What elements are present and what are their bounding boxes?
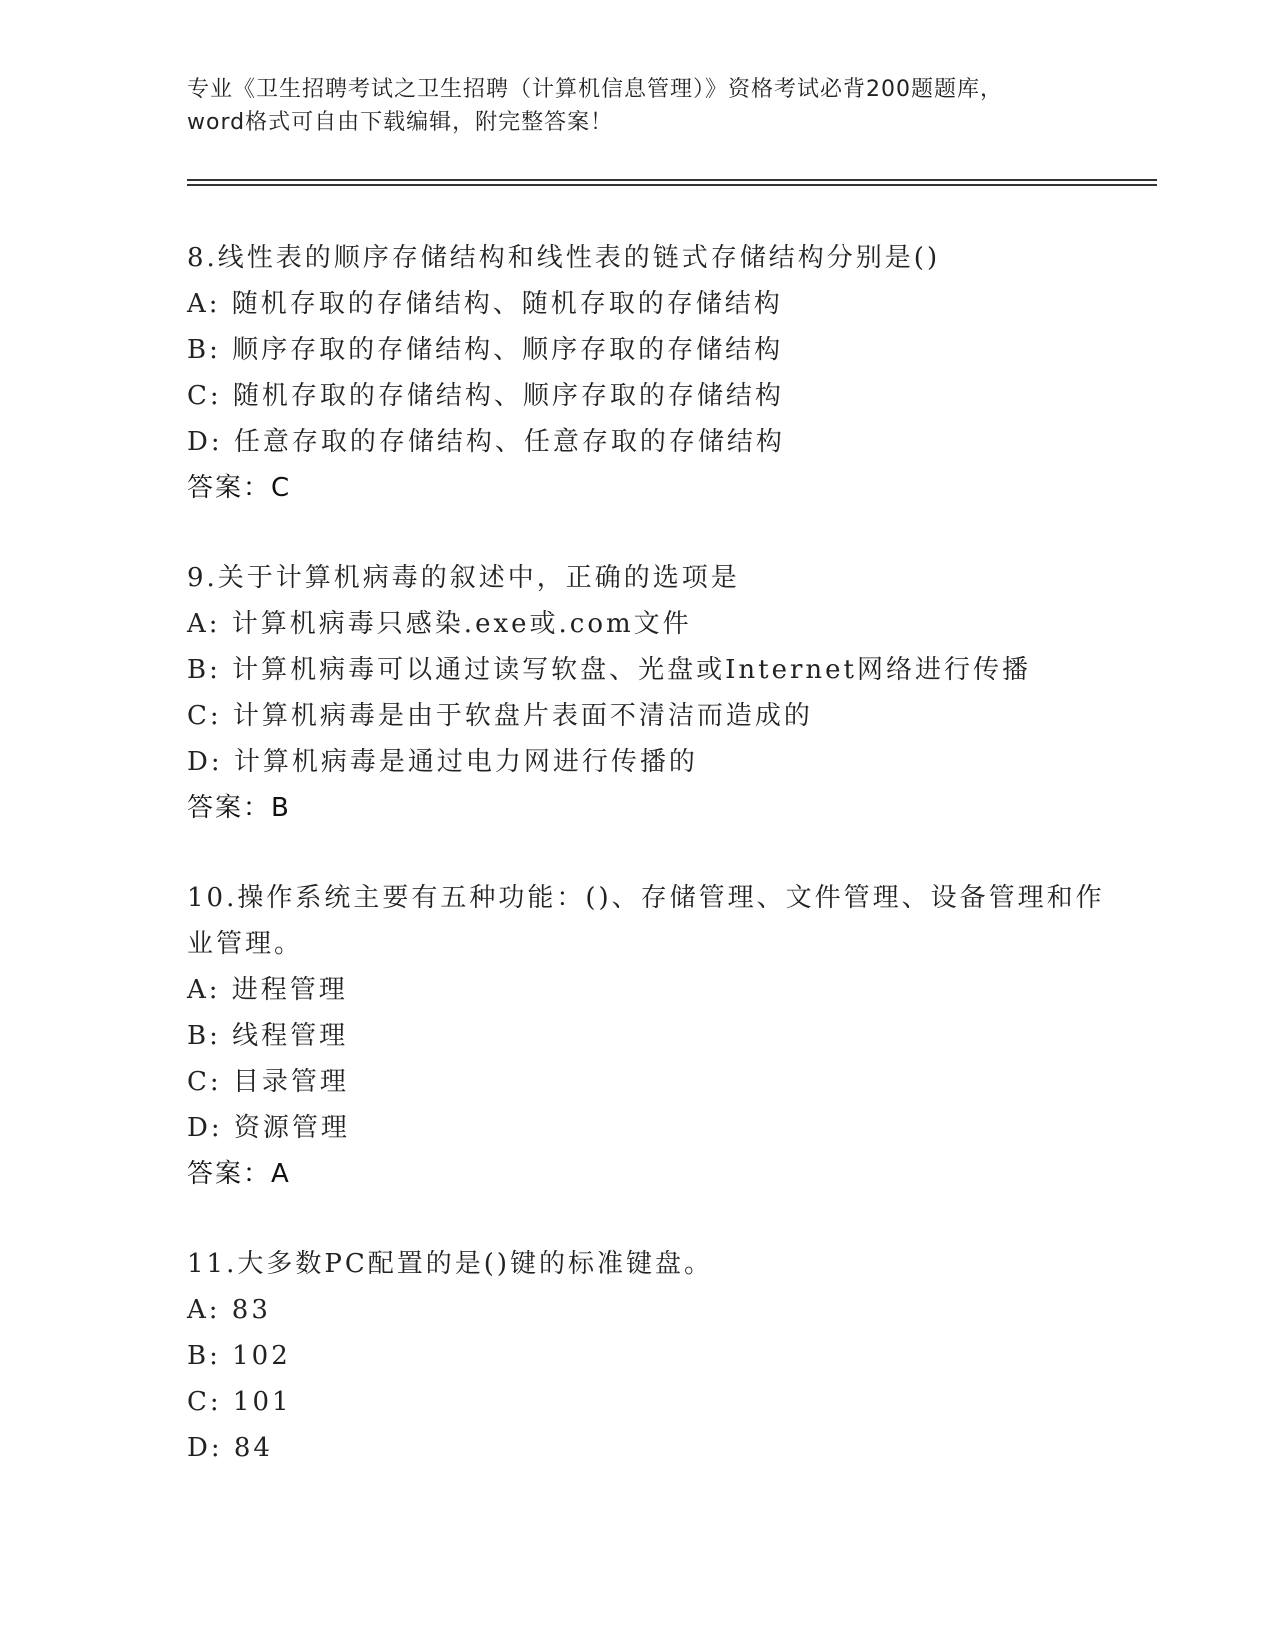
option-b: B: 线程管理 [187, 1021, 349, 1051]
answer-text: 答案：B [187, 793, 291, 823]
option-c: C: 随机存取的存储结构、顺序存取的存储结构 [187, 381, 784, 411]
question-stem: 10.操作系统主要有五种功能：()、存储管理、文件管理、设备管理和作业管理。 [187, 883, 1105, 959]
header-line-2: word格式可自由下载编辑，附完整答案！ [187, 110, 614, 135]
question-10 [187, 875, 1107, 1197]
question-stem: 8.线性表的顺序存储结构和线性表的链式存储结构分别是() [187, 243, 941, 273]
header-divider-top [187, 179, 1157, 181]
option-c: C: 目录管理 [187, 1067, 349, 1097]
option-b: B: 顺序存取的存储结构、顺序存取的存储结构 [187, 335, 784, 365]
question-9 [187, 555, 1107, 831]
question-stem: 11.大多数PC配置的是()键的标准键盘。 [187, 1249, 714, 1279]
question-list [187, 235, 1107, 1515]
option-b: B: 102 [187, 1341, 291, 1371]
option-c: C: 计算机病毒是由于软盘片表面不清洁而造成的 [187, 701, 813, 731]
question-8 [187, 235, 1107, 511]
option-a: A: 进程管理 [187, 975, 348, 1005]
header-line-1: 专业《卫生招聘考试之卫生招聘（计算机信息管理）》资格考试必背200题题库， [187, 77, 1003, 102]
header-divider-bottom [187, 184, 1157, 186]
option-d: D: 84 [187, 1433, 273, 1463]
question-stem: 9.关于计算机病毒的叙述中，正确的选项是 [187, 563, 740, 593]
option-a: A: 83 [187, 1295, 271, 1325]
answer-text: 答案：A [187, 1159, 291, 1189]
question-11 [187, 1241, 1107, 1471]
option-a: A: 随机存取的存储结构、随机存取的存储结构 [187, 289, 783, 319]
option-d: D: 计算机病毒是通过电力网进行传播的 [187, 747, 698, 777]
option-d: D: 任意存取的存储结构、任意存取的存储结构 [187, 427, 785, 457]
option-d: D: 资源管理 [187, 1113, 350, 1143]
option-a: A: 计算机病毒只感染.exe或.com文件 [187, 609, 692, 639]
option-b: B: 计算机病毒可以通过读写软盘、光盘或Internet网络进行传播 [187, 655, 1031, 685]
answer-text: 答案：C [187, 473, 292, 503]
document-header [187, 73, 1087, 139]
option-c: C: 101 [187, 1387, 292, 1417]
